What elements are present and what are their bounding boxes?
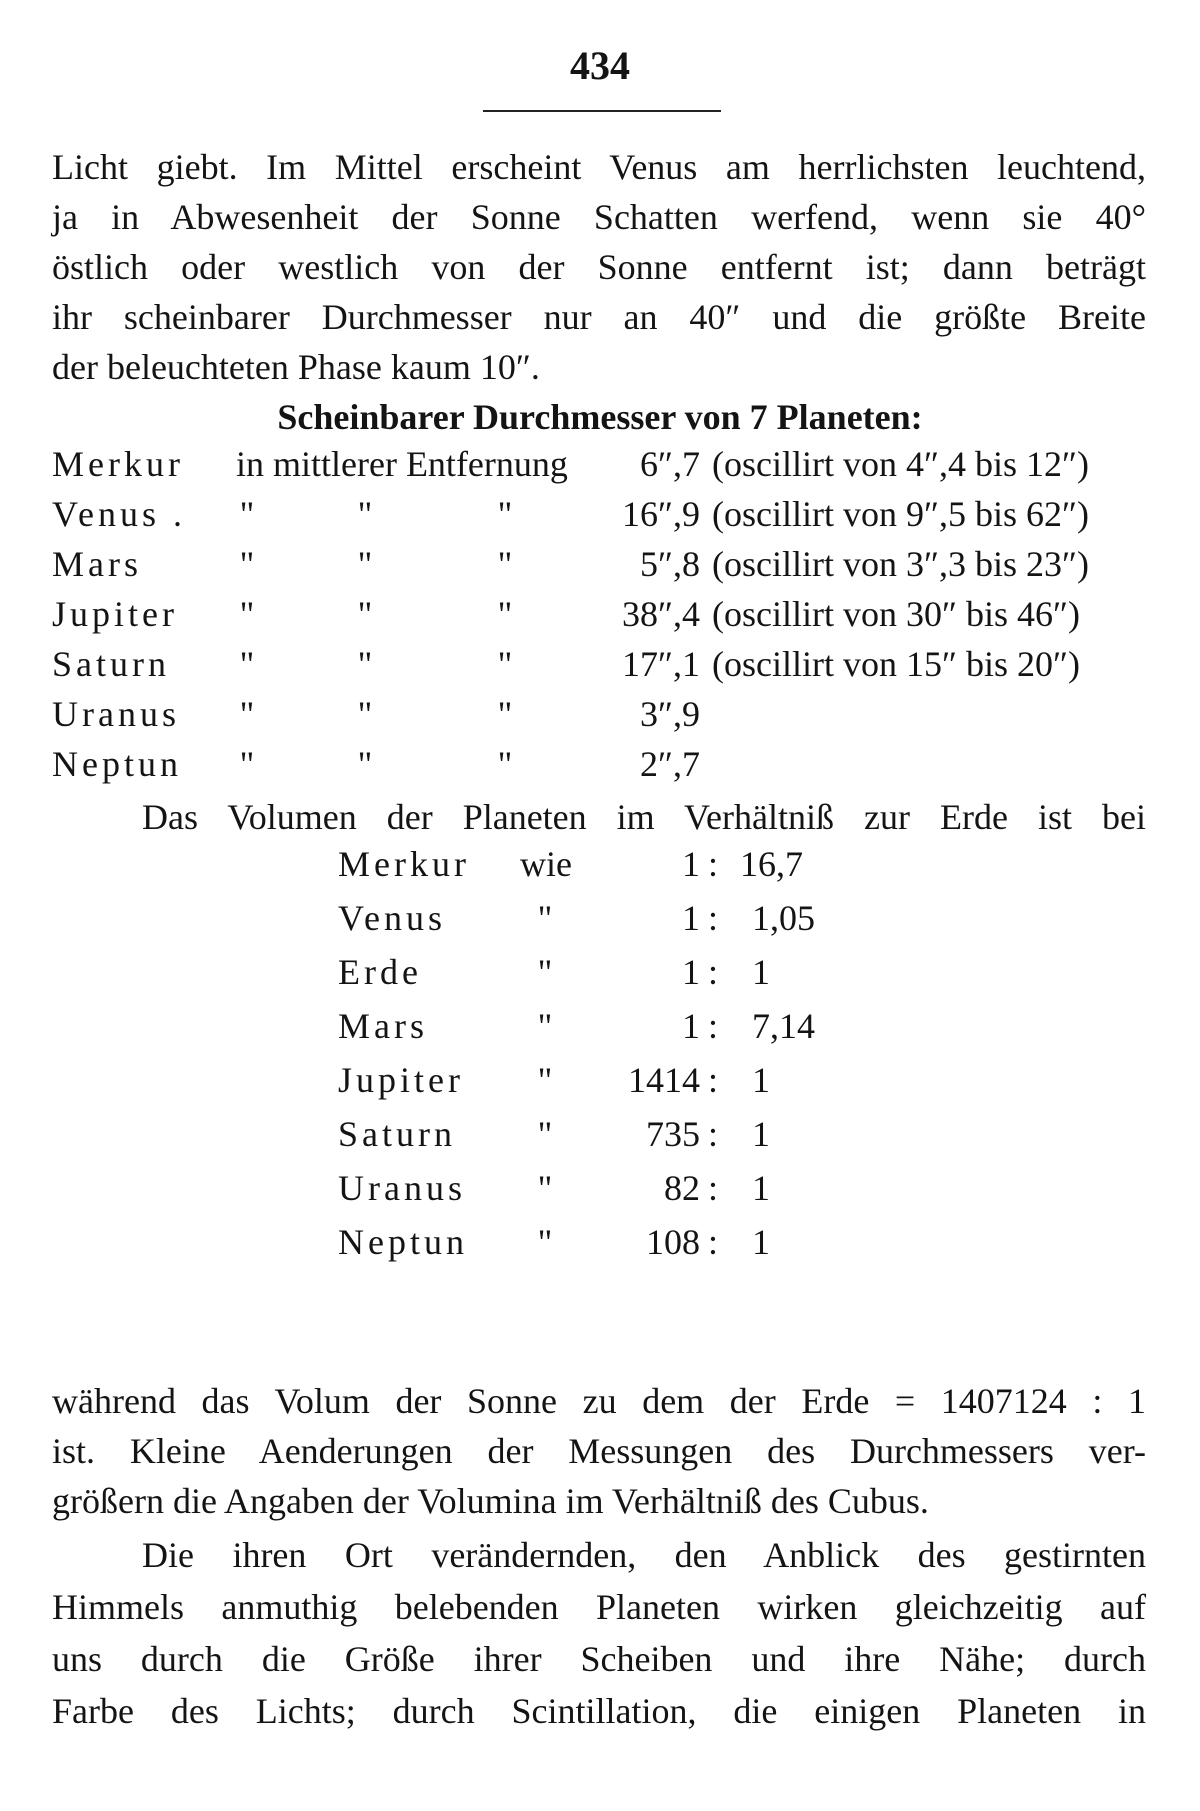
diameter-range: (oscillirt von 4″,4 bis 12″)	[712, 444, 1089, 484]
diameter-value: 2″,7	[640, 744, 700, 784]
diameter-range: (oscillirt von 15″ bis 20″)	[712, 644, 1080, 684]
planet-name: Jupiter	[52, 594, 178, 634]
planet-name: Merkur	[52, 444, 184, 484]
diameter-value: 5″,8	[640, 544, 700, 584]
volume-left: 108	[646, 1222, 700, 1262]
page-number: 434	[570, 43, 630, 88]
planet-name: Erde	[338, 952, 422, 992]
ditto-mark: "	[537, 1168, 553, 1208]
text-line: der beleuchteten Phase kaum 10″.	[52, 347, 540, 387]
ditto-mark: "	[357, 494, 373, 534]
table-row	[0, 438, 1200, 490]
volume-left: 1414	[628, 1060, 700, 1100]
table-row	[0, 838, 1200, 890]
ditto-mark: "	[537, 952, 553, 992]
planet-name: Venus .	[52, 494, 186, 534]
text-line: ihr scheinbarer Durchmesser nur an 40″ und die größte Breite	[52, 297, 1146, 337]
volume-left: 82	[664, 1168, 700, 1208]
ratio-colon: :	[708, 1222, 719, 1262]
ratio-colon: :	[708, 844, 719, 884]
ditto-mark: "	[497, 544, 513, 584]
ditto-mark: "	[357, 744, 373, 784]
ratio-colon: :	[708, 952, 719, 992]
planet-name: Jupiter	[338, 1060, 464, 1100]
text-line: Licht giebt. Im Mittel erscheint Venus am herrlichsten leuchtend,	[52, 147, 1146, 187]
ratio-colon: :	[708, 1114, 719, 1154]
table-row	[0, 1108, 1200, 1160]
ditto-mark: "	[357, 694, 373, 734]
volume-right: 16,7	[740, 844, 803, 884]
text-line: östlich oder westlich von der Sonne entfernt ist; dann beträgt	[52, 247, 1146, 287]
ditto-mark: "	[497, 594, 513, 634]
volume-left: 1	[682, 1006, 700, 1046]
comparison-word: wie	[520, 844, 572, 884]
planet-name: Mars	[52, 544, 142, 584]
volume-right: 1	[752, 1168, 770, 1208]
volume-right: 1	[752, 1114, 770, 1154]
ditto-mark: "	[537, 1060, 553, 1100]
volume-left: 1	[682, 952, 700, 992]
ditto-mark: "	[239, 744, 255, 784]
ditto-mark: "	[239, 594, 255, 634]
ditto-mark: "	[497, 644, 513, 684]
text-line: uns durch die Größe ihrer Scheiben und ihre Nähe; durch	[52, 1639, 1146, 1679]
ratio-colon: :	[708, 1060, 719, 1100]
volume-intro: Das Volumen der Planeten im Verhältniß zur Erde ist bei	[142, 797, 1146, 837]
table-row	[0, 1054, 1200, 1106]
volume-left: 735	[646, 1114, 700, 1154]
diameter-value: 6″,7	[640, 444, 700, 484]
table-row	[0, 892, 1200, 944]
ditto-mark: "	[497, 494, 513, 534]
distance-label: in mittlerer Entfernung	[236, 444, 568, 484]
volume-right: 1	[752, 1222, 770, 1262]
diameter-value: 17″,1	[622, 644, 700, 684]
planet-name: Saturn	[52, 644, 170, 684]
diameter-range: (oscillirt von 30″ bis 46″)	[712, 594, 1080, 634]
diameter-value: 3″,9	[640, 694, 700, 734]
section-heading: Scheinbarer Durchmesser von 7 Planeten:	[277, 397, 923, 437]
ditto-mark: "	[537, 1222, 553, 1262]
text-line: ist. Kleine Aenderungen der Messungen des Durchmessers ver-	[52, 1431, 1146, 1471]
volume-right: 1,05	[752, 898, 815, 938]
table-row	[0, 946, 1200, 998]
table-row	[0, 1000, 1200, 1052]
ditto-mark: "	[239, 494, 255, 534]
ditto-mark: "	[357, 594, 373, 634]
diameter-range: (oscillirt von 9″,5 bis 62″)	[712, 494, 1089, 534]
planet-name: Venus	[338, 898, 446, 938]
table-row	[0, 688, 1200, 740]
volume-right: 1	[752, 1060, 770, 1100]
volume-right: 7,14	[752, 1006, 815, 1046]
ratio-colon: :	[708, 1006, 719, 1046]
text-line: Himmels anmuthig belebenden Planeten wirken gleichzeitig auf	[52, 1587, 1146, 1627]
table-row	[0, 738, 1200, 790]
text-line: ja in Abwesenheit der Sonne Schatten werfend, wenn sie 40°	[52, 197, 1146, 237]
planet-name: Uranus	[338, 1168, 466, 1208]
volume-right: 1	[752, 952, 770, 992]
ditto-mark: "	[239, 644, 255, 684]
planet-name: Saturn	[338, 1114, 456, 1154]
ditto-mark: "	[497, 694, 513, 734]
text-line: größern die Angaben der Volumina im Verhältniß des Cubus.	[52, 1481, 929, 1521]
table-row	[0, 1162, 1200, 1214]
table-row	[0, 538, 1200, 590]
diameter-range: (oscillirt von 3″,3 bis 23″)	[712, 544, 1089, 584]
planet-name: Uranus	[52, 694, 180, 734]
ratio-colon: :	[708, 898, 719, 938]
diameter-value: 38″,4	[622, 594, 700, 634]
text-line: während das Volum der Sonne zu dem der Erde = 1407124 : 1	[52, 1381, 1146, 1421]
volume-left: 1	[682, 898, 700, 938]
planet-name: Neptun	[338, 1222, 468, 1262]
text-line: Farbe des Lichts; durch Scintillation, die einigen Planeten in	[52, 1691, 1146, 1731]
ditto-mark: "	[239, 694, 255, 734]
ditto-mark: "	[497, 744, 513, 784]
table-row	[0, 1216, 1200, 1268]
planet-name: Mars	[338, 1006, 428, 1046]
ratio-colon: :	[708, 1168, 719, 1208]
volume-left: 1	[682, 844, 700, 884]
ditto-mark: "	[239, 544, 255, 584]
table-row	[0, 488, 1200, 540]
planet-name: Neptun	[52, 744, 182, 784]
table-row	[0, 588, 1200, 640]
header-rule	[483, 110, 721, 112]
ditto-mark: "	[357, 644, 373, 684]
diameter-value: 16″,9	[622, 494, 700, 534]
ditto-mark: "	[537, 1006, 553, 1046]
planet-name: Merkur	[338, 844, 470, 884]
table-row	[0, 638, 1200, 690]
ditto-mark: "	[537, 1114, 553, 1154]
ditto-mark: "	[357, 544, 373, 584]
text-line: Die ihren Ort verändernden, den Anblick des gestirnten	[142, 1535, 1146, 1575]
ditto-mark: "	[537, 898, 553, 938]
